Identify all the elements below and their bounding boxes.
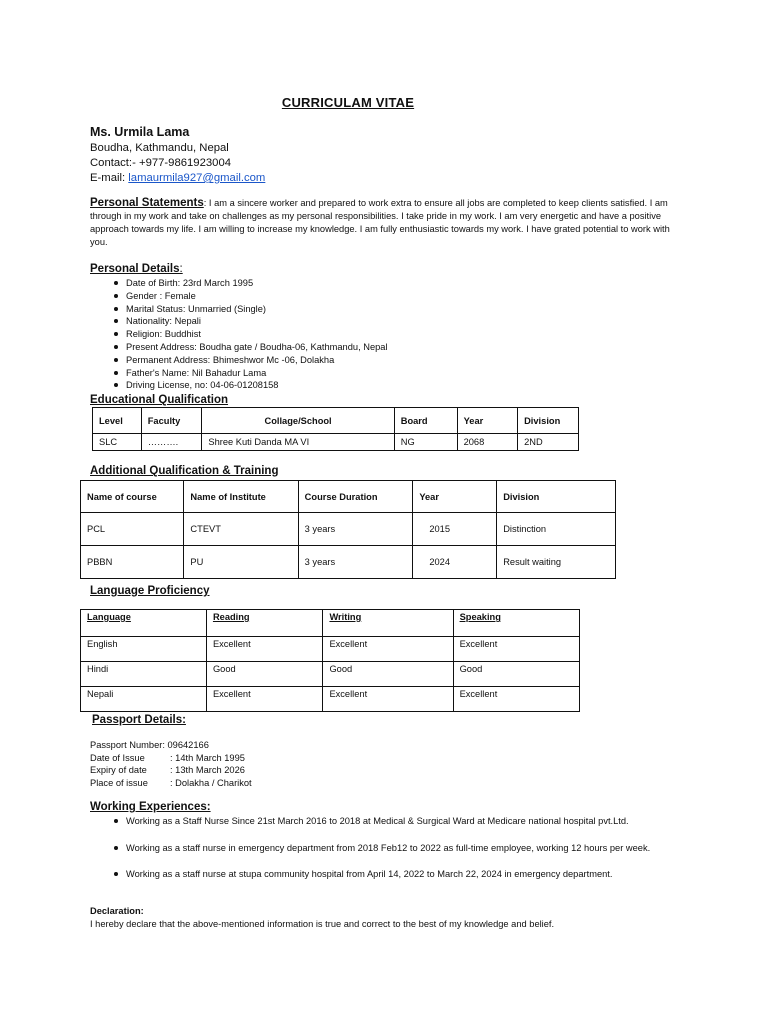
passport-block xyxy=(90,739,252,789)
personal-statement xyxy=(90,197,670,249)
table-cell: 3 years xyxy=(298,546,413,579)
table-header-cell: Board xyxy=(394,408,457,434)
table-header-cell: Collage/School xyxy=(202,408,394,434)
table-cell: PU xyxy=(184,546,298,579)
table-header-cell: Name of Institute xyxy=(184,481,298,513)
table-cell: 2024 xyxy=(413,546,497,579)
personal-detail-item: Date of Birth: 23rd March 1995 xyxy=(90,277,388,290)
passport-value: : 14th March 1995 xyxy=(170,752,245,763)
table-header-cell: Course Duration xyxy=(298,481,413,513)
table-cell: PBBN xyxy=(81,546,184,579)
personal-details-heading-text: Personal Details xyxy=(90,263,180,275)
experience-heading: Working Experiences: xyxy=(90,801,211,813)
table-cell: Excellent xyxy=(453,687,579,712)
passport-row xyxy=(90,764,252,777)
table-cell: ………. xyxy=(141,434,202,451)
table-row xyxy=(81,546,616,579)
table-header-cell: Name of course xyxy=(81,481,184,513)
passport-value: : Dolakha / Charikot xyxy=(170,777,252,788)
table-cell: CTEVT xyxy=(184,513,298,546)
personal-detail-item: Religion: Buddhist xyxy=(90,328,388,341)
passport-label: Date of Issue xyxy=(90,752,145,763)
table-row xyxy=(81,662,580,687)
table-header-cell: Division xyxy=(497,481,616,513)
personal-details-heading xyxy=(90,263,183,275)
passport-value: : 13th March 2026 xyxy=(170,765,245,776)
table-cell: Excellent xyxy=(453,637,579,662)
email-label: E-mail: xyxy=(90,172,129,184)
table-cell: 2068 xyxy=(457,434,518,451)
table-header-cell: Reading xyxy=(206,610,323,637)
passport-row xyxy=(90,777,252,790)
personal-detail-item: Marital Status: Unmarried (Single) xyxy=(90,303,388,316)
table-cell: Excellent xyxy=(323,637,453,662)
contact-block xyxy=(90,125,265,186)
education-heading: Educational Qualification xyxy=(90,394,229,406)
address: Boudha, Kathmandu, Nepal xyxy=(90,142,229,154)
table-cell: Hindi xyxy=(81,662,207,687)
table-header-cell: Year xyxy=(413,481,497,513)
table-cell: NG xyxy=(394,434,457,451)
table-header-row xyxy=(81,610,580,637)
education-table xyxy=(92,407,579,451)
personal-detail-item: Father's Name: Nil Bahadur Lama xyxy=(90,367,388,380)
table-cell: 2015 xyxy=(413,513,497,546)
table-cell: Distinction xyxy=(497,513,616,546)
table-header-cell: Year xyxy=(457,408,518,434)
applicant-name: Ms. Urmila Lama xyxy=(90,125,190,139)
language-table xyxy=(80,609,580,712)
table-header-cell: Faculty xyxy=(141,408,202,434)
table-cell: Shree Kuti Danda MA VI xyxy=(202,434,394,451)
personal-detail-item: Present Address: Boudha gate / Boudha-06, Kathmandu, Nepal xyxy=(90,341,388,354)
experience-item: Working as a staff nurse at stupa community hospital from April 14, 2022 to March 22, 2024 in emergency department. xyxy=(90,868,680,881)
table-header-cell: Level xyxy=(93,408,142,434)
declaration-text: I hereby declare that the above-mentioned information is true and correct to the best of my knowledge and belief. xyxy=(90,918,555,929)
table-row xyxy=(93,434,579,451)
passport-row xyxy=(90,752,252,765)
personal-detail-item: Gender : Female xyxy=(90,290,388,303)
declaration-block xyxy=(90,905,554,931)
experience-item: Working as a staff nurse in emergency department from 2018 Feb12 to 2022 as full-time employee, working 12 hours per week. xyxy=(90,842,680,855)
table-cell: Excellent xyxy=(206,637,323,662)
experience-list xyxy=(90,815,680,881)
table-cell: Result waiting xyxy=(497,546,616,579)
personal-statement-text: : I am a sincere worker and prepared to work extra to ensure all jobs are completed to keep clients satisfied. I am through in my work and take on challenges as my personal responsibilities. I take pride in my work. I am very energetic and have a positive approach towards my life. I am willing to increase my knowledge. I am fully enthusiastic towards my work. I have grated potential to work with you. xyxy=(90,198,670,247)
table-cell: Good xyxy=(206,662,323,687)
table-header-cell: Language xyxy=(81,610,207,637)
table-cell: 3 years xyxy=(298,513,413,546)
table-header-cell: Speaking xyxy=(453,610,579,637)
phone: Contact:- +977-9861923004 xyxy=(90,157,232,169)
passport-number: Passport Number: 09642166 xyxy=(90,740,209,750)
document-title: CURRICULAM VITAE xyxy=(281,95,415,110)
additional-heading: Additional Qualification & Training xyxy=(90,465,279,477)
declaration-heading: Declaration: xyxy=(90,906,144,916)
table-row xyxy=(81,687,580,712)
table-cell: SLC xyxy=(93,434,142,451)
table-header-row xyxy=(93,408,579,434)
table-header-cell: Writing xyxy=(323,610,453,637)
personal-detail-item: Permanent Address: Bhimeshwor Mc -06, Dolakha xyxy=(90,354,388,367)
language-heading: Language Proficiency xyxy=(90,585,210,597)
email-link[interactable]: lamaurmila927@gmail.com xyxy=(128,172,266,184)
table-cell: Excellent xyxy=(323,687,453,712)
table-cell: Good xyxy=(453,662,579,687)
passport-heading: Passport Details: xyxy=(92,714,186,726)
table-cell: Good xyxy=(323,662,453,687)
table-header-cell: Division xyxy=(518,408,579,434)
table-cell: Nepali xyxy=(81,687,207,712)
table-cell: Excellent xyxy=(206,687,323,712)
additional-table xyxy=(80,480,616,579)
table-row xyxy=(81,637,580,662)
personal-details-colon: : xyxy=(179,263,183,275)
email-line xyxy=(90,171,265,186)
passport-label: Expiry of date xyxy=(90,765,147,776)
personal-details-list xyxy=(90,277,388,392)
personal-statement-heading: Personal Statements xyxy=(90,197,204,209)
table-cell: 2ND xyxy=(518,434,579,451)
table-header-row xyxy=(81,481,616,513)
experience-item: Working as a Staff Nurse Since 21st March 2016 to 2018 at Medical & Surgical Ward at Medicare national hospital pvt.Ltd. xyxy=(90,815,680,828)
table-row xyxy=(81,513,616,546)
table-cell: PCL xyxy=(81,513,184,546)
table-cell: English xyxy=(81,637,207,662)
personal-detail-item: Nationality: Nepali xyxy=(90,315,388,328)
personal-detail-item: Driving License, no: 04-06-01208158 xyxy=(90,379,388,392)
passport-label: Place of issue xyxy=(90,777,148,788)
